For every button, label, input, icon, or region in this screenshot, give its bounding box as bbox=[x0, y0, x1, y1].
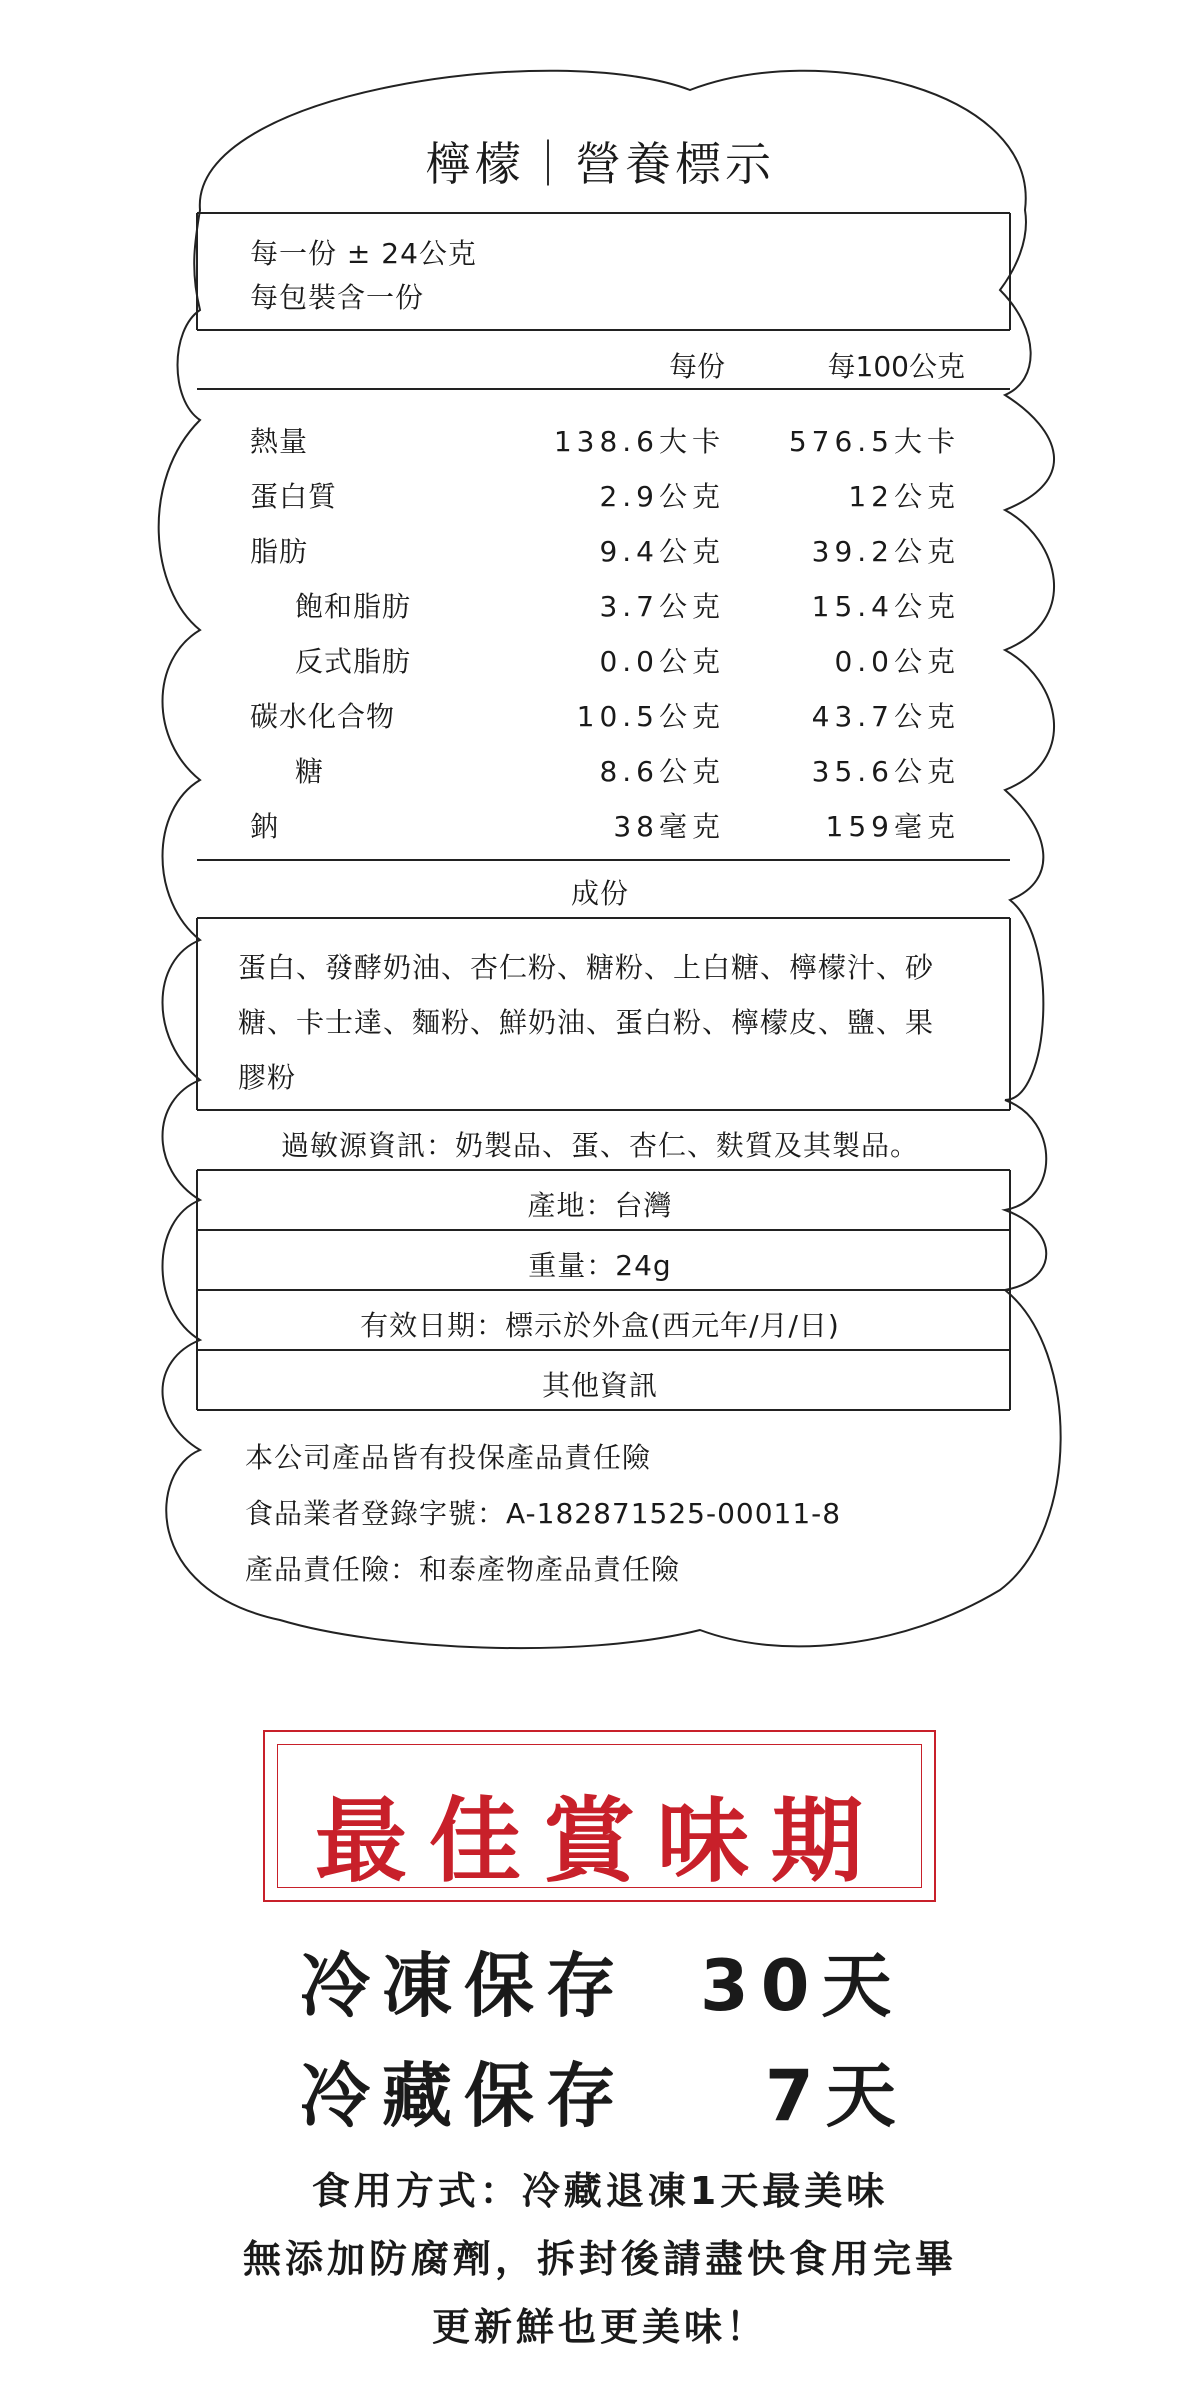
other-info-line-2: 食品業者登錄字號：A-182871525-00011-8 bbox=[245, 1497, 842, 1530]
frozen-storage-label: 冷凍保存 bbox=[300, 1945, 628, 2027]
allergen-info: 過敏源資訊：奶製品、蛋、杏仁、麩質及其製品。 bbox=[280, 1129, 919, 1162]
nutrient-name: 蛋白質 bbox=[250, 480, 338, 513]
best-period-title: 最佳賞味期 bbox=[314, 1788, 885, 1895]
nutrient-per-100g: 12公克 bbox=[848, 480, 960, 513]
nutrient-per-100g: 35.6公克 bbox=[811, 755, 960, 788]
nutrient-per-serving: 38毫克 bbox=[613, 810, 725, 843]
other-info-line-3: 產品責任險：和泰產物產品責任險 bbox=[245, 1553, 681, 1586]
nutrient-per-100g: 43.7公克 bbox=[811, 700, 960, 733]
other-info-line-1: 本公司產品皆有投保產品責任險 bbox=[245, 1441, 652, 1474]
nutrient-name: 脂肪 bbox=[250, 535, 309, 568]
servings-per-pack: 每包裝含一份 bbox=[250, 281, 425, 314]
nutrient-per-serving: 0.0公克 bbox=[599, 645, 725, 678]
nutrient-per-serving: 9.4公克 bbox=[599, 535, 725, 568]
serving-size: 每一份 ± 24公克 bbox=[250, 237, 477, 270]
nutrient-per-100g: 159毫克 bbox=[825, 810, 960, 843]
expiry-info: 有效日期：標示於外盒(西元年/月/日) bbox=[360, 1309, 840, 1342]
nutrient-per-serving: 3.7公克 bbox=[599, 590, 725, 623]
label-title: 檸檬｜營養標示 bbox=[425, 137, 775, 191]
nutrient-per-serving: 138.6大卡 bbox=[553, 425, 725, 458]
usage-line-1: 食用方式：冷藏退凍1天最美味 bbox=[311, 2169, 889, 2213]
nutrient-name: 飽和脂肪 bbox=[295, 590, 412, 623]
usage-line-2: 無添加防腐劑，拆封後請盡快食用完畢 bbox=[242, 2237, 957, 2281]
other-info-header: 其他資訊 bbox=[541, 1369, 658, 1402]
nutrient-name: 熱量 bbox=[250, 425, 309, 458]
ingredients-line-2: 糖、卡士達、麵粉、鮮奶油、蛋白粉、檸檬皮、鹽、果 bbox=[238, 1006, 935, 1039]
nutrient-per-serving: 2.9公克 bbox=[599, 480, 725, 513]
nutrient-per-100g: 39.2公克 bbox=[811, 535, 960, 568]
nutrient-name: 鈉 bbox=[250, 810, 280, 843]
ingredients-line-1: 蛋白、發酵奶油、杏仁粉、糖粉、上白糖、檸檬汁、砂 bbox=[238, 951, 935, 984]
nutrient-per-100g: 15.4公克 bbox=[811, 590, 960, 623]
nutrient-name: 糖 bbox=[295, 755, 325, 788]
origin-info: 產地：台灣 bbox=[527, 1189, 673, 1222]
ingredients-header: 成份 bbox=[570, 877, 629, 910]
fridge-storage-days: 7天 bbox=[765, 2055, 908, 2137]
column-header-per-serving: 每份 bbox=[668, 350, 725, 383]
fridge-storage-label: 冷藏保存 bbox=[300, 2055, 628, 2137]
weight-info: 重量：24g bbox=[528, 1249, 672, 1282]
nutrient-per-100g: 0.0公克 bbox=[834, 645, 960, 678]
column-header-per-100g: 每100公克 bbox=[827, 350, 965, 383]
nutrient-per-serving: 8.6公克 bbox=[599, 755, 725, 788]
usage-line-3: 更新鮮也更美味！ bbox=[431, 2305, 768, 2349]
nutrient-per-100g: 576.5大卡 bbox=[788, 425, 960, 458]
ingredients-line-3: 膠粉 bbox=[238, 1061, 297, 1094]
frozen-storage-days: 30天 bbox=[700, 1945, 904, 2027]
nutrient-name: 碳水化合物 bbox=[250, 700, 396, 733]
nutrient-name: 反式脂肪 bbox=[295, 645, 412, 678]
nutrient-per-serving: 10.5公克 bbox=[576, 700, 725, 733]
ingredients-text bbox=[238, 940, 958, 1105]
